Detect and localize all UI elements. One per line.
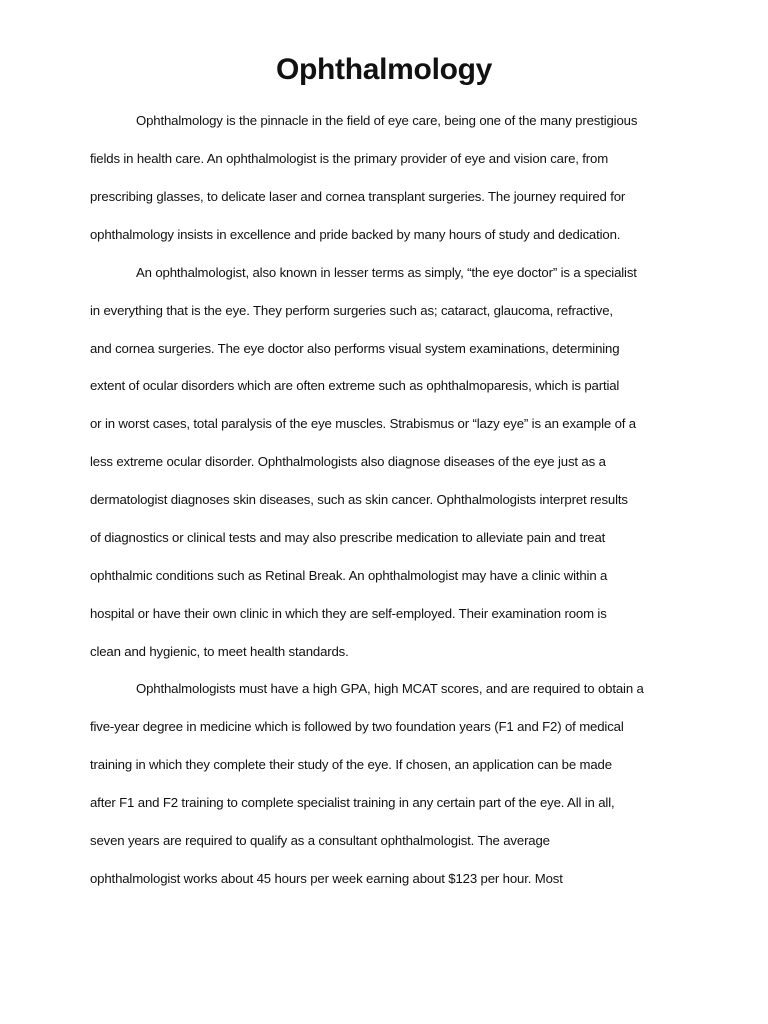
text-line: extent of ocular disorders which are often extreme such as ophthalmoparesis, which is partial bbox=[90, 378, 620, 393]
text-line: ophthalmology insists in excellence and pride backed by many hours of study and dedication. bbox=[90, 227, 621, 242]
text-line: clean and hygienic, to meet health standards. bbox=[90, 644, 349, 659]
text-line: ophthalmic conditions such as Retinal Break. An ophthalmologist may have a clinic within a bbox=[90, 568, 608, 583]
text-line: prescribing glasses, to delicate laser and cornea transplant surgeries. The journey required for bbox=[90, 189, 626, 204]
text-line: Ophthalmology is the pinnacle in the field of eye care, being one of the many prestigious bbox=[136, 113, 638, 128]
text-line: Ophthalmologists must have a high GPA, high MCAT scores, and are required to obtain a bbox=[136, 681, 644, 696]
text-line: less extreme ocular disorder. Ophthalmologists also diagnose diseases of the eye just as a bbox=[90, 454, 606, 469]
text-line: An ophthalmologist, also known in lesser terms as simply, “the eye doctor” is a specialist bbox=[136, 265, 637, 280]
text-line: in everything that is the eye. They perform surgeries such as; cataract, glaucoma, refractive, bbox=[90, 303, 613, 318]
text-line: of diagnostics or clinical tests and may also prescribe medication to alleviate pain and treat bbox=[90, 530, 606, 545]
document-title: Ophthalmology bbox=[275, 53, 493, 86]
text-line: or in worst cases, total paralysis of the eye muscles. Strabismus or “lazy eye” is an example of a bbox=[90, 416, 636, 431]
text-line: ophthalmologist works about 45 hours per week earning about $123 per hour. Most bbox=[90, 871, 563, 886]
text-line: and cornea surgeries. The eye doctor also performs visual system examinations, determining bbox=[90, 341, 620, 356]
text-line: dermatologist diagnoses skin diseases, such as skin cancer. Ophthalmologists interpret results bbox=[90, 492, 628, 507]
text-line: five-year degree in medicine which is followed by two foundation years (F1 and F2) of medical bbox=[90, 719, 624, 734]
text-line: fields in health care. An ophthalmologist is the primary provider of eye and vision care, from bbox=[90, 151, 609, 166]
text-line: training in which they complete their study of the eye. If chosen, an application can be made bbox=[90, 757, 612, 772]
text-line: after F1 and F2 training to complete specialist training in any certain part of the eye. All in all, bbox=[90, 795, 615, 810]
text-line: seven years are required to qualify as a consultant ophthalmologist. The average bbox=[90, 833, 550, 848]
text-line: hospital or have their own clinic in which they are self-employed. Their examination room is bbox=[90, 606, 607, 621]
